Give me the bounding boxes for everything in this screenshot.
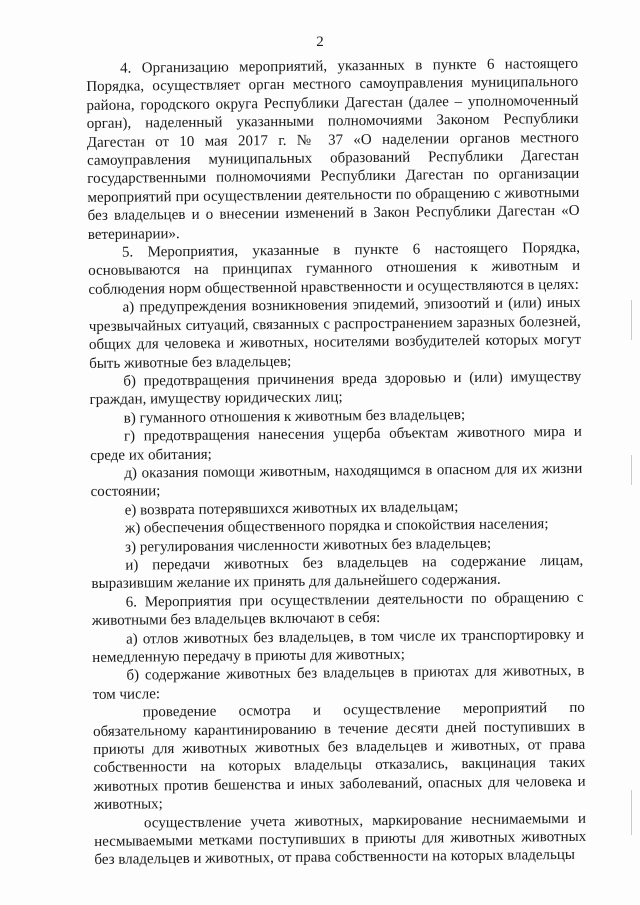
list-item-a: а) предупреждения возникновения эпидемий, эпизоотий и (или) иных чрезвычайных ситуаций, связанных с распространением заразных болезней, общих для человека и животных, носителями возбудителей которых могут быть животные без владельцев;: [88, 295, 582, 372]
list-item-6b: б) содержание животных без владельцев в приютах для животных, в том числе:: [92, 663, 585, 703]
list-item-g: г) предотвращения нанесения ущерба объектам животного мира и среде их обитания;: [90, 423, 583, 464]
scan-artifact: [631, 300, 632, 340]
list-item-v: в) гуманного отношения к животным без владельцев;: [123, 406, 466, 427]
scan-artifact: [631, 790, 632, 835]
scan-artifact: [631, 455, 632, 485]
paragraph-item-4: 4. Организацию мероприятий, указанных в пункте 6 настоящего Порядка, осуществляет орган местного самоуправления муниципального района, городского округа Республики Дагестан (далее – уполномоченный орган), наделенный указанными полномочиями Законом Республики Дагестан от 10 мая 2017 г. № 37 «О наделении органов местного самоуправления муниципальных образований Республики Дагестан государственными полномочиями Республики Дагестан по организации мероприятий при осуществлении деятельности по обращению с животными без владельцев и о внесении изменений в Закон Республики Дагестан «О ветеринарии».: [86, 55, 580, 243]
paragraph-item-5: 5. Мероприятия, указанные в пункте 6 настоящего Порядка, основываются на принципах гуманного отношения к животным и соблюдения норм общественной нравственности и осуществляются в целях:: [88, 239, 581, 298]
list-item-i: и) передачи животных без владельцев на содержание лицам, выразившим желание их принять для дальнейшего содержания.: [91, 552, 584, 593]
paragraph-item-6: 6. Мероприятия при осуществлении деятельности по обращению с животными без владельцев включают в себя:: [91, 589, 584, 630]
document-body: [86, 55, 586, 870]
list-item-d: д) оказания помощи животным, находящимся в опасном для их жизни состоянии;: [90, 460, 583, 501]
list-item-b: б) предотвращения причинения вреда здоровью и (или) имуществу граждан, имуществу юридических лиц;: [89, 368, 582, 409]
list-item-zh: ж) обеспечения общественного порядка и спокойствия населения;: [124, 516, 549, 537]
list-item-z: з) регулирования численности животных без владельцев;: [125, 535, 492, 556]
sub-paragraph-quarantine: проведение осмотра и осуществление мероприятий по обязательному карантинированию в течение десяти дней поступивших в приюты для животных животных без владельцев и животных, от права собственности на которых владельцы отказались, вакцинация таких животных против бешенства и иных заболеваний, опасных для человека и животных;: [92, 700, 586, 814]
list-item-e: е) возврата потерявшихся животных их владельцам;: [124, 498, 459, 519]
sub-paragraph-registration: осуществление учета животных, маркирование неснимаемыми и несмываемыми метками поступивших в приюты для животных животных без владельцев и животных, от права собственности на которых владельцы: [94, 810, 587, 869]
page-number: 2: [316, 34, 324, 50]
list-item-6a: а) отлов животных без владельцев, в том числе их транспортировку и немедленную передачу в приюты для животных;: [92, 626, 585, 666]
